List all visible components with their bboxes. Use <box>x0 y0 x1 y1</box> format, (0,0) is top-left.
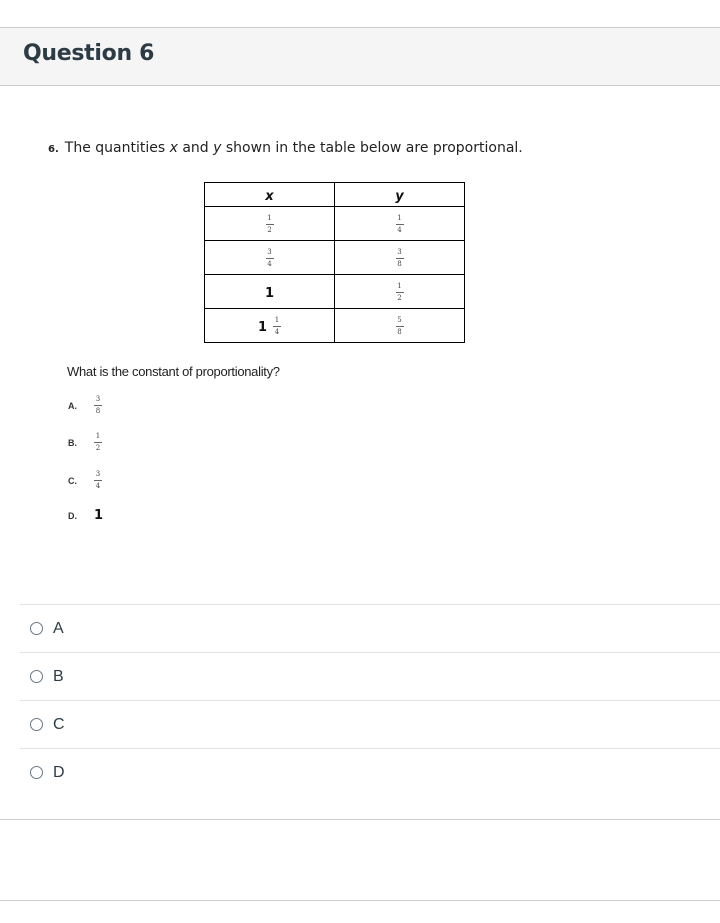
cell-y <box>335 309 465 343</box>
denominator: 8 <box>397 327 402 336</box>
denominator: 4 <box>267 259 272 268</box>
numerator: 3 <box>397 247 402 256</box>
denominator: 4 <box>274 327 280 336</box>
denominator: 2 <box>267 225 272 234</box>
cell-x <box>205 275 335 309</box>
choice-letter: B. <box>68 437 77 448</box>
fraction <box>273 317 281 336</box>
answer-label: A <box>53 619 64 637</box>
table-row <box>205 241 465 275</box>
header-x-label: x <box>265 189 274 204</box>
cell-x <box>205 207 335 241</box>
fraction <box>94 433 102 452</box>
question-header <box>0 27 720 86</box>
numerator: 1 <box>267 213 272 222</box>
header-y <box>335 183 465 207</box>
stem-text-3: shown in the table below are proportional. <box>221 140 523 156</box>
whole-number: 1 <box>257 319 268 335</box>
denominator: 2 <box>95 444 101 452</box>
question-prompt: What is the constant of proportionality? <box>67 364 280 379</box>
answer-option-c[interactable] <box>20 700 720 748</box>
numerator: 3 <box>95 395 101 403</box>
question-stem <box>48 140 523 156</box>
answer-list <box>20 604 720 796</box>
radio-button-icon[interactable] <box>30 670 43 683</box>
answer-label: B <box>53 667 64 685</box>
cell-y <box>335 207 465 241</box>
fraction <box>266 249 274 268</box>
radio-button-icon[interactable] <box>30 718 43 731</box>
denominator: 8 <box>397 259 402 268</box>
choice-d <box>68 508 103 523</box>
whole-number: 1 <box>264 286 275 301</box>
mixed-number <box>258 316 281 335</box>
header-x <box>205 183 335 207</box>
cell-y <box>335 275 465 309</box>
answer-option-b[interactable] <box>20 652 720 700</box>
numerator: 1 <box>95 432 101 440</box>
choice-a <box>68 396 102 415</box>
header-y-label: y <box>395 189 404 204</box>
table-row <box>205 309 465 343</box>
numerator: 1 <box>274 315 280 324</box>
choice-letter: D. <box>68 510 77 521</box>
fraction <box>396 249 404 268</box>
table-header-row <box>205 183 465 207</box>
whole-number: 1 <box>94 508 104 523</box>
fraction <box>266 215 274 234</box>
stem-var-y: y <box>213 140 222 156</box>
fraction <box>396 317 404 336</box>
numerator: 3 <box>95 470 101 478</box>
denominator: 4 <box>397 225 402 234</box>
fraction <box>94 471 102 490</box>
numerator: 1 <box>397 213 402 222</box>
cell-x <box>205 241 335 275</box>
choice-letter: C. <box>68 475 77 486</box>
table-row <box>205 275 465 309</box>
question-number: 6. <box>48 144 59 155</box>
divider <box>0 900 720 901</box>
divider <box>0 819 720 820</box>
radio-button-icon[interactable] <box>30 766 43 779</box>
fraction <box>396 215 404 234</box>
choice-c <box>68 471 102 490</box>
answer-label: C <box>53 715 65 733</box>
cell-x <box>205 309 335 343</box>
stem-text-1: The quantities <box>64 140 170 156</box>
denominator: 2 <box>397 293 402 302</box>
numerator: 5 <box>397 315 402 324</box>
cell-y <box>335 241 465 275</box>
choice-b <box>68 433 102 452</box>
answer-option-a[interactable] <box>20 604 720 652</box>
stem-text-2: and <box>177 140 214 156</box>
numerator: 1 <box>397 281 402 290</box>
question-title: Question 6 <box>23 41 155 66</box>
denominator: 8 <box>95 407 101 415</box>
choice-letter: A. <box>68 400 77 411</box>
stem-var-x: x <box>169 140 178 156</box>
answer-option-d[interactable] <box>20 748 720 796</box>
answer-label: D <box>53 763 65 781</box>
radio-button-icon[interactable] <box>30 622 43 635</box>
fraction <box>396 283 404 302</box>
numerator: 3 <box>267 247 272 256</box>
fraction <box>94 396 102 415</box>
proportion-table <box>204 182 465 343</box>
table-row <box>205 207 465 241</box>
denominator: 4 <box>95 482 101 490</box>
